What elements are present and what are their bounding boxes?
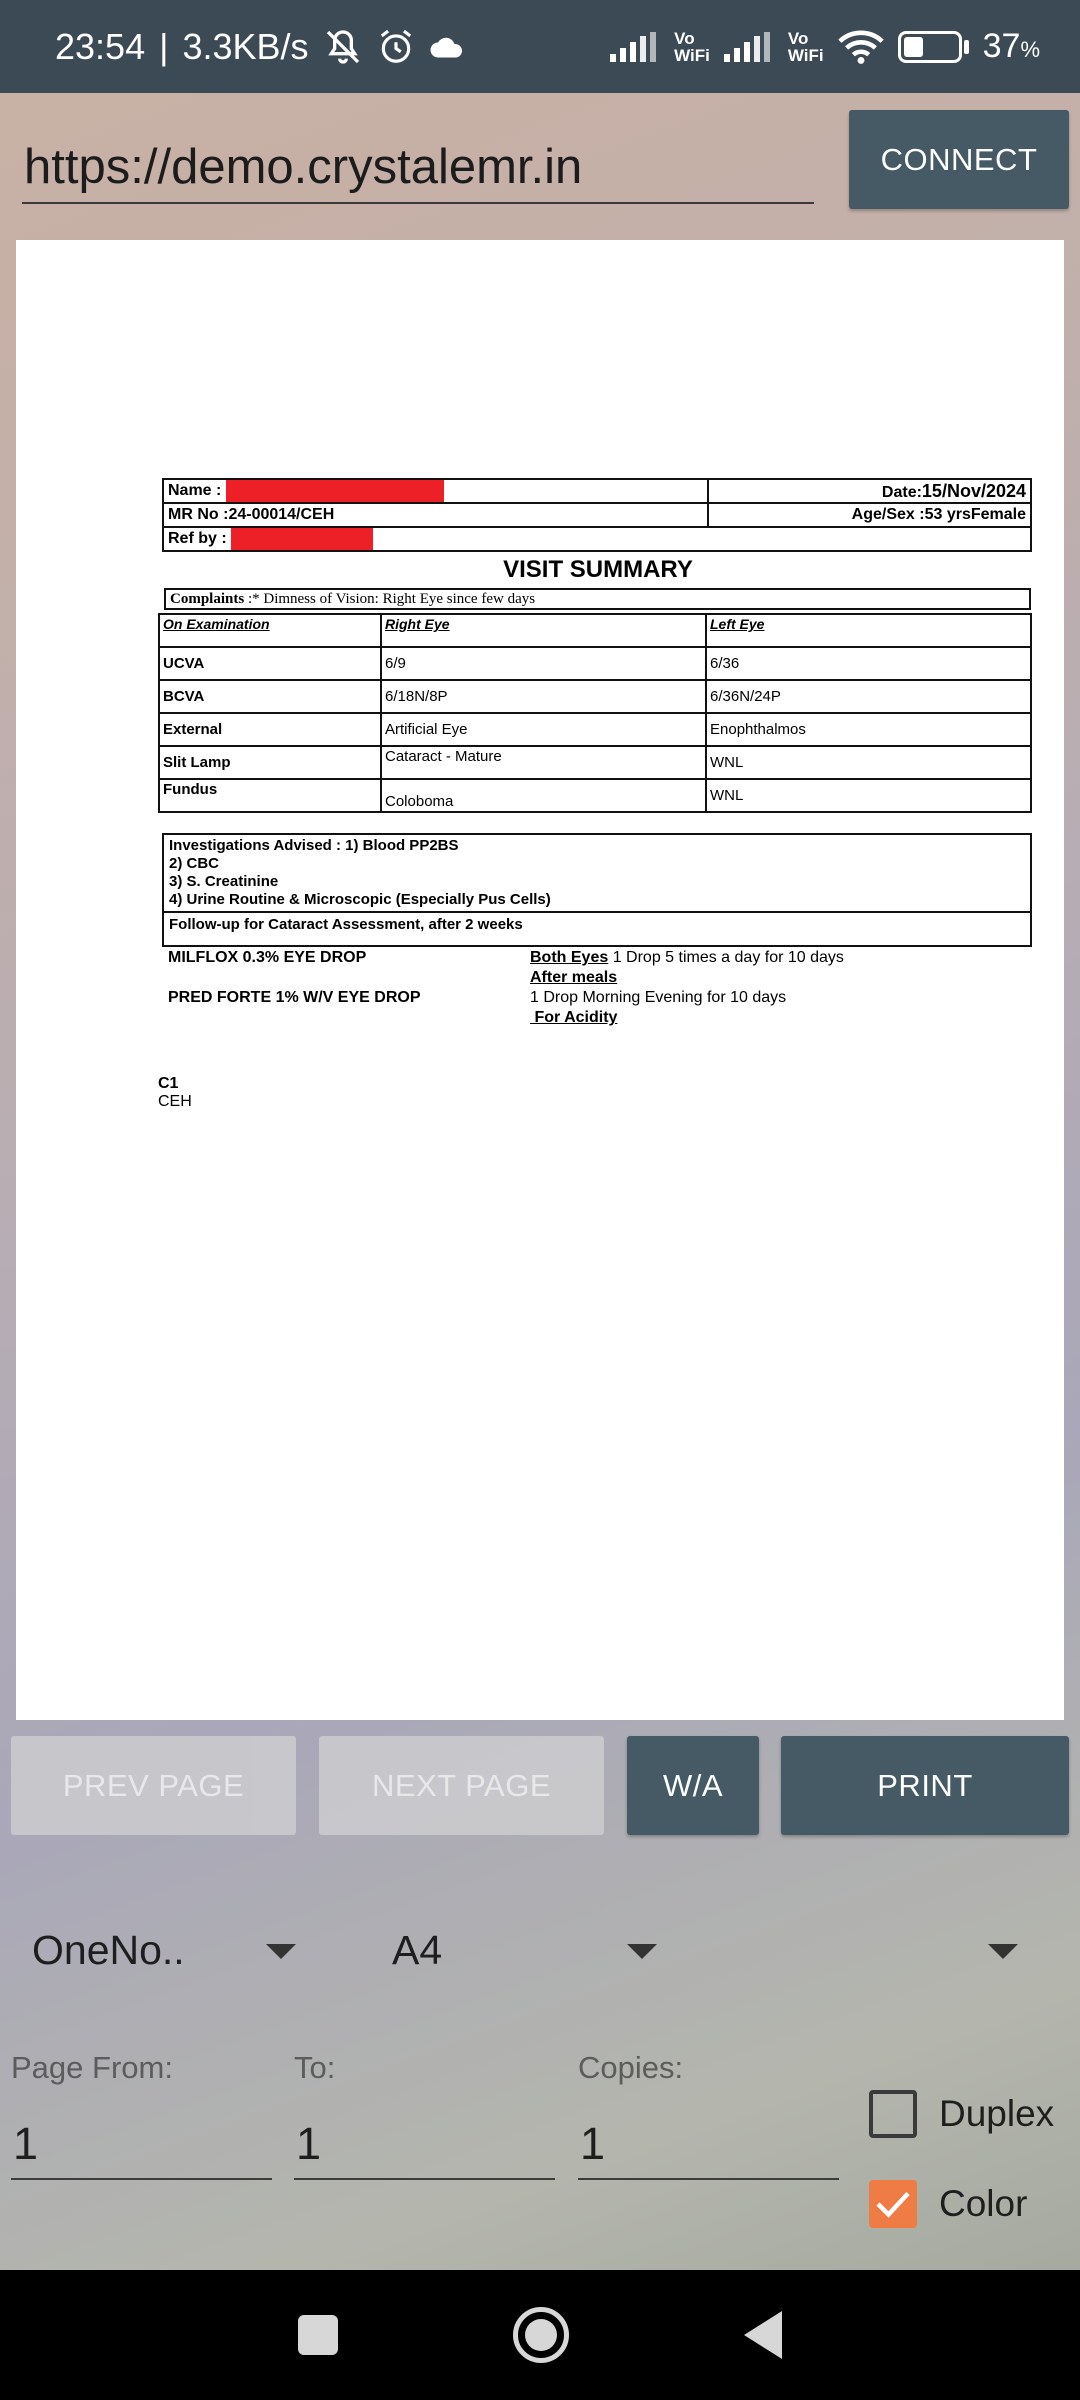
- left-eye-value: 6/36N/24P: [706, 680, 1031, 713]
- paper-size-select[interactable]: A4: [392, 1926, 443, 1973]
- refby-label: Ref by :: [168, 530, 227, 548]
- chevron-down-icon[interactable]: [988, 1944, 1018, 1959]
- connect-button[interactable]: CONNECT: [849, 110, 1069, 209]
- copies-label: Copies:: [578, 2050, 684, 2085]
- right-eye-value: 6/18N/8P: [381, 680, 706, 713]
- battery-box: [898, 31, 962, 63]
- duplex-checkbox-row[interactable]: [869, 2090, 1054, 2138]
- complaints-value: :* Dimness of Vision: Right Eye since few days: [244, 591, 536, 607]
- alarm-icon: [377, 28, 415, 66]
- drug-note: After meals: [530, 969, 618, 986]
- check-icon: [875, 2189, 911, 2219]
- agesex-label: Age/Sex :: [851, 506, 925, 523]
- duplex-label: Duplex: [939, 2093, 1055, 2134]
- footer-code: C1: [158, 1075, 179, 1092]
- document-footer: [158, 1075, 1034, 1111]
- agesex-value: 53 yrsFemale: [924, 506, 1026, 523]
- drug-name: PRED FORTE 1% W/V EYE DROP: [168, 989, 421, 1006]
- mr-value: 24-00014/CEH: [228, 506, 335, 523]
- exam-header: Left Eye: [706, 614, 1031, 647]
- examination-table: [158, 613, 1032, 813]
- wa-button[interactable]: W/A: [627, 1736, 759, 1835]
- investigation-line: Investigations Advised : 1) Blood PP2BS: [169, 837, 459, 854]
- right-eye-value: Artificial Eye: [381, 713, 706, 746]
- drug-note: For Acidity: [530, 1009, 618, 1026]
- redacted-referrer: [231, 528, 373, 550]
- exam-header-row: [159, 614, 1031, 647]
- drug-name: MILFLOX 0.3% EYE DROP: [168, 949, 367, 966]
- signal-icon: [610, 32, 660, 62]
- drug-instruction: 1 Drop Morning Evening for 10 days: [530, 989, 787, 1006]
- investigation-line: 4) Urine Routine & Microscopic (Especially Pus Cells): [169, 891, 551, 908]
- document-preview[interactable]: [16, 240, 1064, 1720]
- left-eye-value: WNL: [706, 779, 1031, 812]
- right-eye-value: Cataract - Mature: [381, 746, 706, 779]
- vowifi-label: Vo WiFi: [674, 28, 710, 65]
- complaints-label: Complaints: [170, 591, 245, 607]
- back-icon[interactable]: [744, 2311, 782, 2359]
- chevron-down-icon[interactable]: [627, 1944, 657, 1959]
- drug-instruction: Both Eyes 1 Drop 5 times a day for 10 days: [530, 949, 844, 966]
- date-value: 15/Nov/2024: [921, 480, 1026, 501]
- date-label: Date:: [881, 483, 922, 501]
- next-page-button[interactable]: NEXT PAGE: [319, 1736, 604, 1835]
- right-eye-value: Coloboma: [381, 779, 706, 812]
- complaints-row: [164, 588, 1031, 610]
- home-icon[interactable]: [513, 2307, 569, 2363]
- investigation-line: 3) S. Creatinine: [169, 873, 279, 890]
- url-input[interactable]: [22, 128, 814, 204]
- table-row: [159, 746, 1031, 779]
- page-from-label: Page From:: [11, 2050, 173, 2085]
- mute-icon: [323, 27, 363, 67]
- table-row: [159, 713, 1031, 746]
- name-label: Name :: [168, 482, 222, 500]
- navigation-bar: [0, 2270, 1080, 2400]
- page-to-input[interactable]: [294, 2110, 555, 2180]
- copies-input[interactable]: [578, 2110, 839, 2180]
- table-row: [159, 680, 1031, 713]
- left-eye-value: 6/36: [706, 647, 1031, 680]
- exam-label: Fundus: [159, 779, 381, 812]
- printer-select[interactable]: OneNo..: [32, 1926, 185, 1973]
- visit-summary-document: [144, 478, 1034, 1111]
- exam-label: External: [159, 713, 381, 746]
- print-button[interactable]: PRINT: [781, 1736, 1069, 1835]
- battery-fill: [904, 37, 923, 57]
- duplex-checkbox[interactable]: [869, 2090, 917, 2138]
- chevron-down-icon[interactable]: [266, 1944, 296, 1959]
- footer-code: CEH: [158, 1093, 192, 1110]
- patient-header-table: [162, 478, 1032, 552]
- cloud-icon: [429, 32, 465, 62]
- vowifi-label: Vo WiFi: [787, 28, 824, 65]
- status-left: 23:54 | 3.3KB/s: [55, 26, 465, 68]
- left-eye-value: WNL: [706, 746, 1031, 779]
- status-time: 23:54: [55, 25, 146, 67]
- document-title: VISIT SUMMARY: [503, 556, 693, 583]
- followup-note: Follow-up for Cataract Assessment, after 2 weeks: [162, 913, 1032, 947]
- color-checkbox[interactable]: [869, 2180, 917, 2228]
- exam-header: On Examination: [159, 614, 381, 647]
- signal-icon: [724, 32, 774, 62]
- investigation-line: 2) CBC: [169, 855, 220, 872]
- exam-label: Slit Lamp: [159, 746, 381, 779]
- table-row: [159, 647, 1031, 680]
- right-eye-value: 6/9: [381, 647, 706, 680]
- color-label: Color: [939, 2183, 1028, 2224]
- to-label: To:: [294, 2050, 336, 2085]
- mr-label: MR No :: [168, 506, 229, 523]
- battery-icon: [898, 31, 969, 63]
- left-eye-value: Enophthalmos: [706, 713, 1031, 746]
- status-bar: [0, 0, 1080, 93]
- investigations-box: [162, 833, 1032, 913]
- page-from-input[interactable]: [11, 2110, 272, 2180]
- prev-page-button[interactable]: PREV PAGE: [11, 1736, 296, 1835]
- recents-icon[interactable]: [298, 2315, 338, 2355]
- wifi-icon: [838, 29, 884, 65]
- color-checkbox-row[interactable]: [869, 2180, 1027, 2228]
- redacted-name: [226, 480, 444, 502]
- exam-label: UCVA: [159, 647, 381, 680]
- exam-label: BCVA: [159, 680, 381, 713]
- prescription-list: [168, 949, 1034, 1039]
- table-row: [159, 779, 1031, 812]
- exam-header: Right Eye: [381, 614, 706, 647]
- status-right: [610, 27, 1040, 66]
- battery-percent: 37%: [982, 27, 1040, 65]
- network-speed: 3.3KB/s: [182, 25, 309, 67]
